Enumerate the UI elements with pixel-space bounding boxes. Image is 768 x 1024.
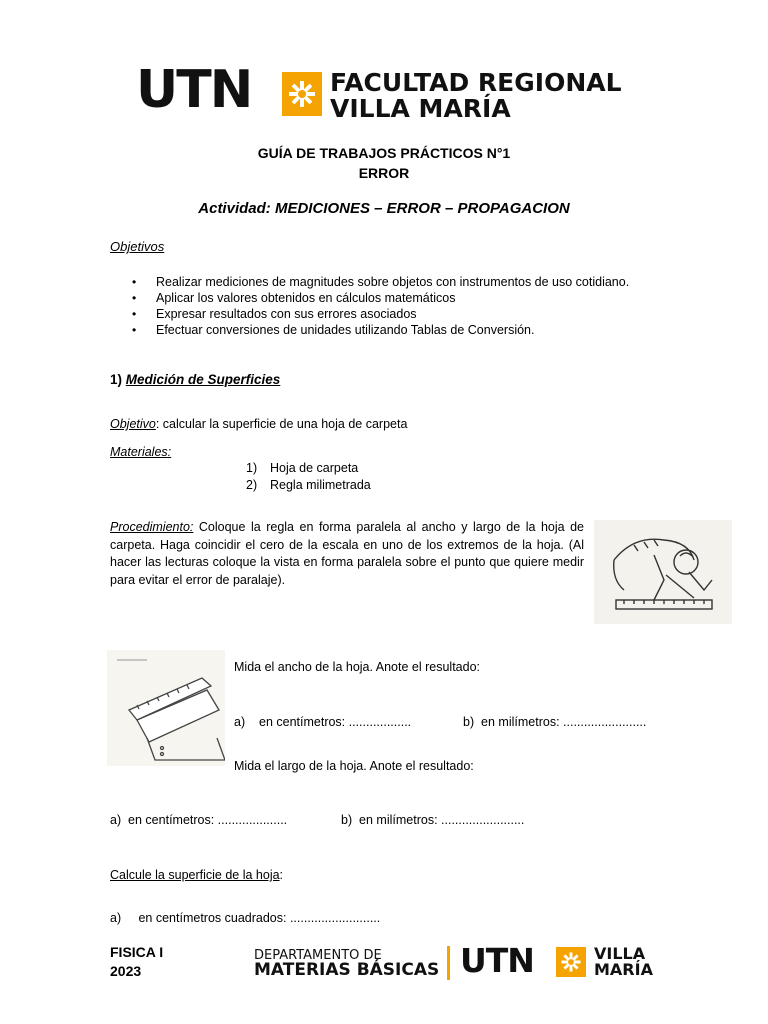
course-name: FISICA I (110, 944, 164, 960)
materials-label: Materiales: (110, 445, 172, 459)
list-item: • Expresar resultados con sus errores asociados (110, 306, 710, 322)
footer-logo-line2: MARÍA (594, 960, 653, 979)
section1-title: Medición de Superficies (125, 372, 281, 387)
section1-heading (110, 372, 280, 387)
materials-text: Hoja de carpeta (270, 461, 359, 475)
surface-cm2-answer[interactable]: a) en centímetros cuadrados: .......................... (110, 911, 381, 925)
width-cm-answer[interactable]: a) en centímetros: .................. (234, 715, 412, 729)
width-prompt: Mida el ancho de la hoja. Anote el resultado: (234, 660, 481, 674)
objectives-heading: Objetivos (110, 239, 165, 254)
procedure-label: Procedimiento: (110, 520, 194, 534)
utn-star-icon (282, 72, 322, 116)
doc-subtitle: ERROR (358, 165, 410, 181)
objective-label: Objetivo (110, 417, 156, 431)
department-line1: DEPARTAMENTO DE (254, 948, 382, 963)
surface-heading (110, 868, 283, 882)
materials-num: 2) (246, 478, 258, 492)
procedure-text: Coloque la regla en forma paralela al ancho y largo de la hoja de carpeta. Haga coincidir el cero de la escala en uno de los extremos de la hoja. (Al hacer las lecturas coloque la vista en forma paralela sobre el punto que quiere medir para evitar el error de paralaje). (110, 520, 584, 587)
length-prompt: Mida el largo de la hoja. Anote el resultado: (234, 759, 474, 773)
section1-number: 1) (110, 372, 123, 387)
objectives-list (110, 274, 710, 338)
logo-line2: VILLA MARÍA (330, 94, 511, 123)
list-item: • Efectuar conversiones de unidades utilizando Tablas de Conversión. (110, 322, 710, 338)
utn-logo-text: UTN (136, 60, 252, 120)
length-cm-answer[interactable]: a) en centímetros: .................... (110, 813, 288, 827)
course-year: 2023 (110, 963, 142, 979)
materials-label-text: Materiales (110, 445, 168, 459)
objective-text: : calcular la superficie de una hoja de carpeta (155, 417, 408, 431)
materials-item (246, 478, 371, 492)
width-mm-answer[interactable]: b) en milímetros: ........................ (463, 715, 647, 729)
length-mm-answer[interactable]: b) en milímetros: ........................ (341, 813, 525, 827)
person-measuring-illustration (594, 520, 732, 624)
logo-line1: FACULTAD REGIONAL (330, 68, 622, 97)
footer-divider (447, 946, 450, 980)
department-line2: MATERIAS BÁSICAS (254, 960, 440, 980)
footer-logo-line1: VILLA (594, 944, 646, 963)
surface-colon: : (279, 868, 284, 882)
procedure-paragraph (110, 519, 584, 589)
surface-label: Calcule la superficie de la hoja (110, 868, 280, 882)
objective-line (110, 417, 407, 431)
sheet-ruler-illustration (107, 650, 225, 766)
list-item: • Aplicar los valores obtenidos en cálculos matemáticos (110, 290, 710, 306)
footer-utn-logo-text: UTN (460, 941, 534, 980)
footer-utn-star-icon (556, 947, 586, 977)
materials-num: 1) (246, 461, 258, 475)
activity-title: Actividad: MEDICIONES – ERROR – PROPAGACION (198, 200, 570, 217)
materials-item (246, 461, 359, 475)
list-item: • Realizar mediciones de magnitudes sobre objetos con instrumentos de uso cotidiano. (110, 274, 710, 290)
materials-text: Regla milimetrada (270, 478, 371, 492)
doc-title: GUÍA DE TRABAJOS PRÁCTICOS N°1 (257, 145, 511, 161)
